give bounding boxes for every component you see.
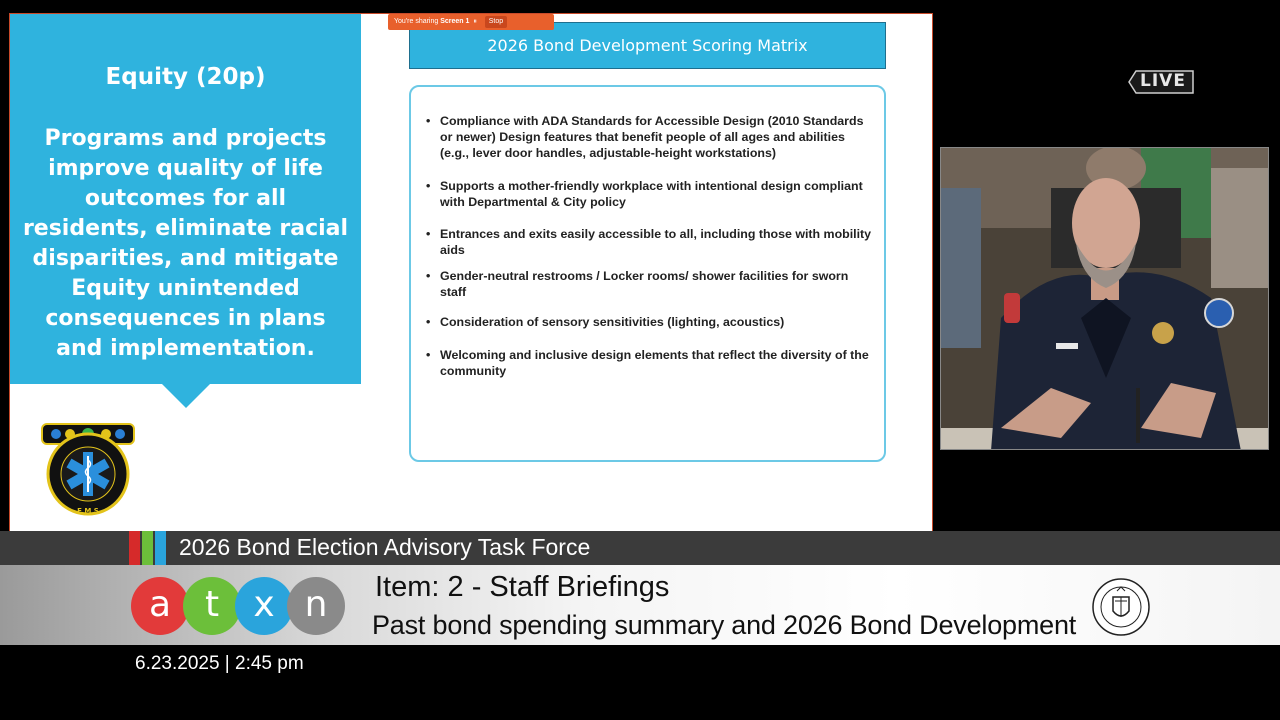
sharing-status: You're sharing (394, 18, 439, 25)
criteria-item: • Compliance with ADA Standards for Accessible Design (2010 Standards or newer) Design features that benefit people of all ages and abilities (e.g., lever door handles, adjustable-height workstations) (425, 113, 875, 161)
slide-title: 2026 Bond Development Scoring Matrix (409, 22, 886, 69)
atxn-letter-t: t (183, 577, 241, 635)
svg-text:E M S: E M S (77, 507, 99, 515)
banner-stripe-blue (155, 531, 166, 565)
live-label: LIVE (1140, 71, 1186, 91)
criteria-list (425, 113, 875, 379)
agenda-item: Item: 2 - Staff Briefings (375, 571, 670, 603)
criteria-box (409, 85, 886, 462)
criteria-item: • Entrances and exits easily accessible to all, including those with mobility aids (425, 226, 875, 258)
pause-icon[interactable]: ⏸ (471, 18, 479, 25)
atxn-letter-a: a (131, 577, 189, 635)
equity-title: Equity (20p) (105, 64, 266, 90)
agenda-item-subtitle: Past bond spending summary and 2026 Bond Development (372, 610, 1077, 640)
ems-logo (40, 422, 136, 518)
city-seal-icon (1091, 577, 1151, 637)
criteria-item: • Consideration of sensory sensitivities (lighting, acoustics) (425, 314, 875, 330)
screen-sharing-bar (388, 14, 554, 30)
stop-sharing-button[interactable] (485, 16, 507, 28)
camera-feed (940, 147, 1269, 450)
criteria-item: • Welcoming and inclusive design elements that reflect the diversity of the community (425, 347, 875, 379)
criteria-item: • Supports a mother-friendly workplace with intentional design compliant with Departmental & City policy (425, 178, 875, 210)
speaker-video (941, 148, 1269, 450)
equity-panel (10, 14, 361, 384)
atxn-letter-n: n (287, 577, 345, 635)
criteria-item: • Gender-neutral restrooms / Locker rooms/ shower facilities for sworn staff (425, 268, 875, 300)
stop-label: Stop (488, 18, 504, 25)
shared-screen-label: Screen 1 (440, 18, 470, 25)
atxn-letter-x: x (235, 577, 293, 635)
meeting-title: 2026 Bond Election Advisory Task Force (179, 534, 591, 560)
date-time: 6.23.2025 | 2:45 pm (135, 653, 304, 674)
atxn-logo (131, 577, 347, 637)
equity-description: Programs and projects improve quality of life outcomes for all residents, eliminate racial disparities, and mitigate Equity unintended consequences in plans and implementation. (22, 126, 349, 361)
banner-stripe-red (129, 531, 140, 565)
presentation-slide (10, 14, 932, 531)
banner-stripe-green (142, 531, 153, 565)
